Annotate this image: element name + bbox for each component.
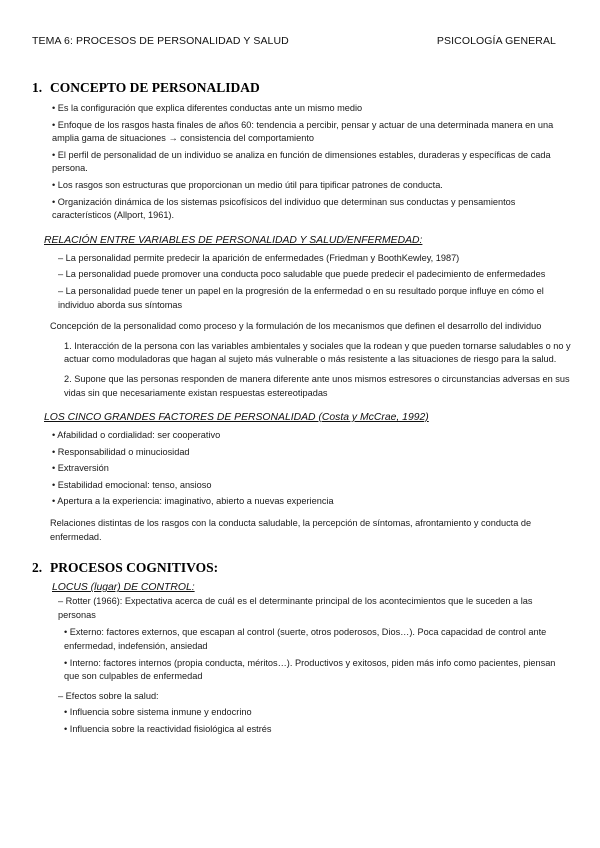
factor-item-4: • Estabilidad emocional: tenso, ansioso — [52, 479, 212, 490]
relacion-item-2: – La personalidad puede promover una conducta poco saludable que puede predecir el padecimiento de enfermedades — [58, 269, 546, 280]
factor-item-1: • Afabilidad o cordialidad: ser cooperativo — [52, 430, 221, 441]
factor-item-2: • Responsabilidad o minuciosidad — [52, 446, 190, 457]
section-2-heading — [32, 560, 572, 576]
relacion-item-1: – La personalidad permite predecir la aparición de enfermedades (Friedman y BoothKewley, 1987) — [58, 252, 460, 263]
concept-bullet-2: • Enfoque de los rasgos hasta finales de años 60: tendencia a percibir, pensar y actuar de una determinada manera en una amplia gama de situaciones → consistencia del comportamiento — [52, 119, 554, 144]
section-1-heading — [32, 80, 572, 96]
concept-bullet-4: • Los rasgos son estructuras que proporcionan un medio útil para tipificar patrones de conducta. — [52, 179, 443, 190]
section-2-title: PROCESOS COGNITIVOS: — [50, 560, 219, 576]
header-topic: TEMA 6: PROCESOS DE PERSONALIDAD Y SALUD — [32, 35, 289, 47]
concept-bullet-3: • El perfil de personalidad de un individuo se analiza en función de dimensiones estables, duraderas y específicas de cada persona. — [52, 149, 551, 174]
cinco-factores-subheading: LOS CINCO GRANDES FACTORES DE PERSONALIDAD (Costa y McCrae, 1992) — [44, 412, 429, 424]
interno-item: • Interno: factores internos (propia conducta, méritos…). Productivos y exitosos, piden más info como pacientes, piensan que son culpables de enfermedad — [64, 657, 556, 682]
numbered-point-2: 2. Supone que las personas responden de manera diferente ante unos mismos estresores o circunstancias adversas en sus vidas sin que necesariamente existan respuestas estereotipadas — [64, 373, 570, 398]
relacion-subheading: RELACIÓN ENTRE VARIABLES DE PERSONALIDAD Y SALUD/ENFERMEDAD: — [44, 234, 423, 246]
section-1-title: CONCEPTO DE PERSONALIDAD — [50, 80, 260, 95]
numbered-point-1: 1. Interacción de la persona con las variables ambientales y sociales que la rodean y que pueden tornarse saludables o no y actuar como moduladoras que hagan al sujeto más vulnerable o más resistente a las situaciones de riesgo para la salud. — [64, 340, 571, 365]
document-body — [32, 80, 572, 740]
locus-subheading: LOCUS (lugar) DE CONTROL: — [52, 582, 195, 594]
section-1-number: 1. — [32, 80, 43, 95]
externo-item: • Externo: factores externos, que escapan al control (suerte, otros poderosos, Dios…). Poca capacidad de control ante enfermedad, indefensión, ansiedad — [64, 627, 547, 652]
header-subject: PSICOLOGÍA GENERAL — [436, 35, 556, 47]
section-2-number: 2. — [32, 560, 43, 576]
concept-bullet-1: • Es la configuración que explica diferentes conductas ante un mismo medio — [52, 103, 363, 113]
efectos-item-1: • Influencia sobre sistema inmune y endocrino — [64, 707, 252, 718]
efectos-item-2: • Influencia sobre la reactividad fisiológica al estrés — [64, 724, 272, 734]
concept-bullet-5: • Organización dinámica de los sistemas psicofísicos del individuo que determinan sus conductas y pensamientos característicos (Allport, 1961). — [52, 196, 516, 221]
rotter-paragraph: – Rotter (1966): Expectativa acerca de cuál es el determinante principal de los acontecimientos que le suceden a las personas — [58, 596, 533, 620]
relaciones-paragraph: Relaciones distintas de los rasgos con la conducta saludable, la percepción de síntomas, afrontamiento y conducta de enfermedad. — [50, 518, 532, 542]
relacion-item-3: – La personalidad puede tener un papel en la progresión de la enfermedad o en su resultado porque influye en cómo el individuo aborda sus síntomas — [58, 285, 544, 310]
page-header — [32, 35, 556, 47]
efectos-heading: – Efectos sobre la salud: — [58, 690, 159, 701]
concepcion-paragraph: Concepción de la personalidad como proceso y la formulación de los mecanismos que definen el desarrollo del individuo — [50, 321, 542, 332]
factor-item-3: • Extraversión — [52, 463, 109, 474]
factor-item-5: • Apertura a la experiencia: imaginativo, abierto a nuevas experiencia — [52, 496, 334, 507]
